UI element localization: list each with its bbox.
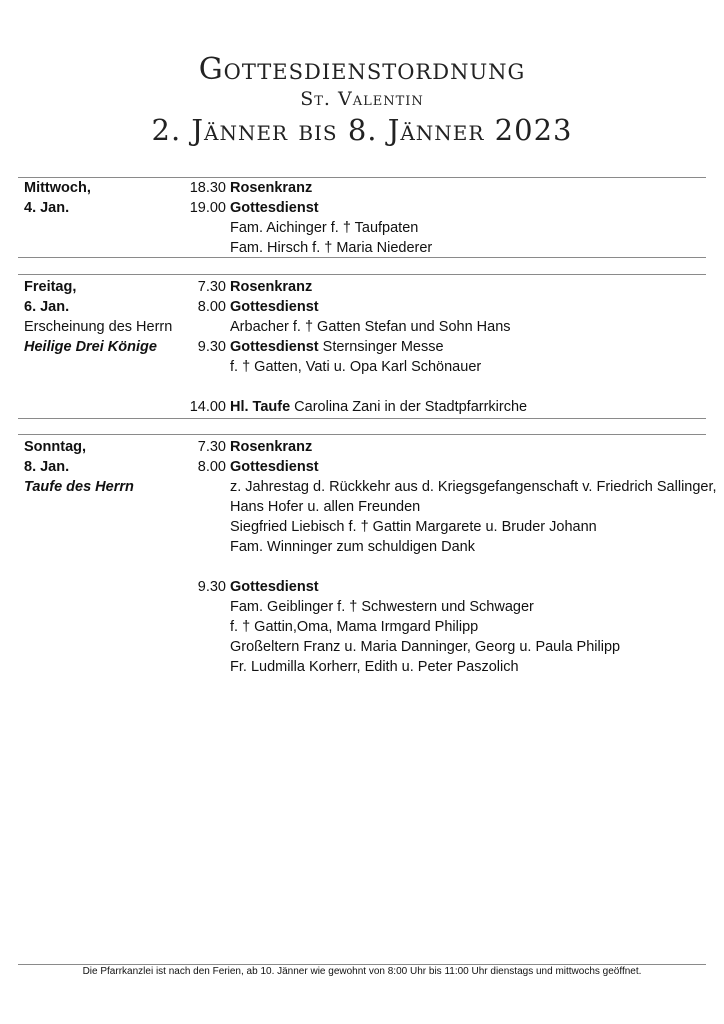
schedule-line (18, 238, 706, 258)
time: 8.00 (197, 459, 226, 475)
schedule-line (18, 477, 717, 497)
schedule-line (18, 557, 706, 577)
weekday: Freitag, (24, 279, 77, 295)
schedule-line (18, 377, 706, 397)
service-title: Gottesdienst (230, 459, 319, 475)
schedule-line (18, 577, 706, 597)
divider-line (18, 418, 706, 419)
service-title: Hl. Taufe (230, 399, 291, 415)
service-title: Gottesdienst (230, 200, 319, 216)
feast-name: Taufe des Herrn (24, 479, 134, 495)
schedule-line (18, 457, 706, 477)
time: 9.30 (197, 339, 226, 355)
schedule-line (18, 637, 706, 657)
day-section-friday (18, 277, 706, 417)
day-section-wednesday (18, 178, 706, 258)
service-text: f. † Gatten, Vati u. Opa Karl Schönauer (230, 359, 482, 375)
schedule-line (18, 617, 706, 637)
schedule-line (18, 218, 706, 238)
service-title: Gottesdienst (230, 579, 319, 595)
service-title: Rosenkranz (230, 279, 313, 295)
divider-line (18, 274, 706, 275)
schedule-line (18, 178, 706, 198)
document-title: Gottesdienstordnung (198, 52, 526, 87)
service-text: Carolina Zani in der Stadtpfarrkirche (290, 399, 528, 415)
service-text: Siegfried Liebisch f. † Gattin Margarete u. Bruder Johann (230, 519, 597, 535)
divider-line (18, 434, 706, 435)
schedule-line (18, 337, 706, 357)
date: 4. Jan. (24, 200, 70, 216)
feast-alt-name: Heilige Drei Könige (24, 339, 157, 355)
service-title: Gottesdienst (230, 299, 319, 315)
day-section-sunday (18, 437, 717, 677)
service-text: f. † Gattin,Oma, Mama Irmgard Philipp (230, 619, 479, 635)
service-text: Fr. Ludmilla Korherr, Edith u. Peter Paszolich (230, 659, 519, 675)
schedule-line (18, 198, 706, 218)
schedule-line (18, 497, 706, 517)
time: 7.30 (197, 439, 226, 455)
service-title: Gottesdienst (230, 339, 319, 355)
service-text: Fam. Geiblinger f. † Schwestern und Schwager (230, 599, 534, 615)
schedule-line (18, 357, 706, 377)
schedule-line (18, 537, 706, 557)
date-range: 2. Jänner bis 8. Jänner 2023 (151, 113, 573, 147)
time: 19.00 (189, 200, 226, 216)
schedule-line (18, 277, 706, 297)
feast-name: Erscheinung des Herrn (24, 319, 173, 335)
divider-line (18, 964, 706, 965)
schedule-line (18, 317, 706, 337)
office-hours-note: Die Pfarrkanzlei ist nach den Ferien, ab 10. Jänner wie gewohnt von 8:00 Uhr bis 11:00 Uhr dienstags und mittwochs geöffnet. (82, 966, 642, 977)
time: 9.30 (197, 579, 226, 595)
time: 8.00 (197, 299, 226, 315)
service-title: Rosenkranz (230, 180, 313, 196)
service-text: Hans Hofer u. allen Freunden (230, 499, 421, 515)
time: 18.30 (189, 180, 226, 196)
schedule-line (18, 517, 706, 537)
parish-name: St. Valentin (300, 88, 424, 110)
schedule-line (18, 437, 706, 457)
weekday: Mittwoch, (24, 180, 91, 196)
date: 6. Jan. (24, 299, 70, 315)
date: 8. Jan. (24, 459, 70, 475)
service-text: Fam. Winninger zum schuldigen Dank (230, 539, 475, 555)
schedule-line (18, 597, 706, 617)
service-text: Fam. Aichinger f. † Taufpaten (230, 220, 419, 236)
service-title: Rosenkranz (230, 439, 313, 455)
schedule-line (18, 397, 706, 417)
service-text: Arbacher f. † Gatten Stefan und Sohn Hans (230, 319, 511, 335)
service-text: Großeltern Franz u. Maria Danninger, Georg u. Paula Philipp (230, 639, 621, 655)
time: 14.00 (189, 399, 226, 415)
schedule-line (18, 657, 706, 677)
service-text: z. Jahrestag d. Rückkehr aus d. Kriegsgefangenschaft v. Friedrich Sallinger, (230, 479, 717, 495)
schedule-line (18, 297, 706, 317)
time: 7.30 (197, 279, 226, 295)
service-text: Fam. Hirsch f. † Maria Niederer (230, 240, 433, 256)
service-text: Sternsinger Messe (318, 339, 444, 355)
weekday: Sonntag, (24, 439, 87, 455)
